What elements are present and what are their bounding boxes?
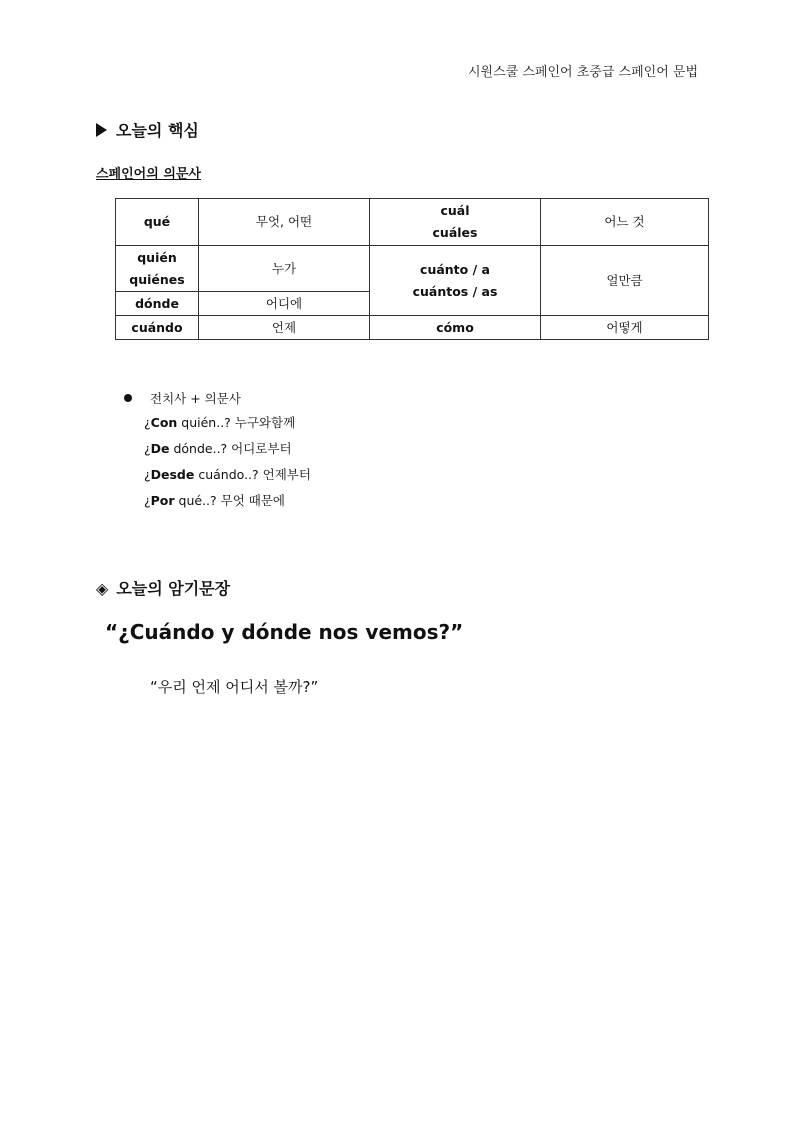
key-sentence-translation: “우리 언제 어디서 볼까?” <box>150 678 319 696</box>
table-row <box>116 316 709 340</box>
table-cell-que-meaning: 무엇, 어떤 <box>199 199 370 246</box>
example-rest: cuándo..? 언제부터 <box>194 467 311 482</box>
example-rest: quién..? 누구와함께 <box>177 415 296 430</box>
example-open-mark: ¿ <box>144 467 151 482</box>
example-open-mark: ¿ <box>144 415 151 430</box>
table-cell-cual <box>370 199 541 246</box>
subheading-interrogatives: 스페인어의 의문사 <box>96 167 201 182</box>
example-open-mark: ¿ <box>144 441 151 456</box>
example-line <box>144 436 311 462</box>
example-preposition: Desde <box>150 467 195 482</box>
table-cell-quien-plural: quiénes <box>129 271 185 287</box>
table-cell-cual-plural: cuáles <box>432 225 478 240</box>
example-preposition: Por <box>150 493 175 508</box>
table-cell-cuanto-plural: cuántos / as <box>412 283 498 299</box>
table-cell-cuando-meaning: 언제 <box>199 316 370 340</box>
section-heading-memorize-text: 오늘의 암기문장 <box>116 579 231 598</box>
table-cell-como: cómo <box>370 316 541 340</box>
preposition-bullet-block <box>124 386 311 514</box>
table-cell-que: qué <box>116 199 199 246</box>
bullet-dot-icon <box>124 394 132 402</box>
table-row <box>116 246 709 292</box>
key-sentence: “¿Cuándo y dónde nos vemos?” <box>105 620 464 644</box>
table-cell-cual-singular: cuál <box>440 203 470 218</box>
section-heading-core <box>96 118 199 141</box>
example-line <box>144 462 311 488</box>
table-cell-quien-singular: quién <box>137 249 177 265</box>
bullet-heading <box>124 386 311 410</box>
table-cell-donde: dónde <box>116 292 199 316</box>
section-heading-memorize <box>96 576 230 599</box>
table-cell-donde-meaning: 어디에 <box>199 292 370 316</box>
example-line <box>144 410 311 436</box>
example-rest: qué..? 무엇 때문에 <box>174 493 285 508</box>
table-cell-quien-meaning: 누가 <box>199 246 370 292</box>
table-row <box>116 199 709 246</box>
table-cell-quien <box>116 246 199 292</box>
example-preposition: Con <box>150 415 178 430</box>
document-header: 시원스쿨 스페인어 초중급 스페인어 문법 <box>467 65 698 80</box>
section-heading-core-text: 오늘의 핵심 <box>116 121 199 140</box>
bullet-heading-text: 전치사 + 의문사 <box>150 391 241 406</box>
table-cell-cuanto <box>370 246 541 316</box>
interrogatives-table <box>115 198 709 340</box>
table-cell-cual-meaning: 어느 것 <box>541 199 709 246</box>
example-open-mark: ¿ <box>144 493 151 508</box>
table-cell-como-meaning: 어떻게 <box>541 316 709 340</box>
example-line <box>144 488 311 514</box>
table-cell-cuanto-singular: cuánto / a <box>420 261 490 277</box>
example-rest: dónde..? 어디로부터 <box>169 441 292 456</box>
diamond-icon: ◈ <box>96 579 109 598</box>
table-cell-cuanto-meaning: 얼만큼 <box>541 246 709 316</box>
example-preposition: De <box>150 441 170 456</box>
triangle-right-icon <box>96 123 107 137</box>
table-cell-cuando: cuándo <box>116 316 199 340</box>
